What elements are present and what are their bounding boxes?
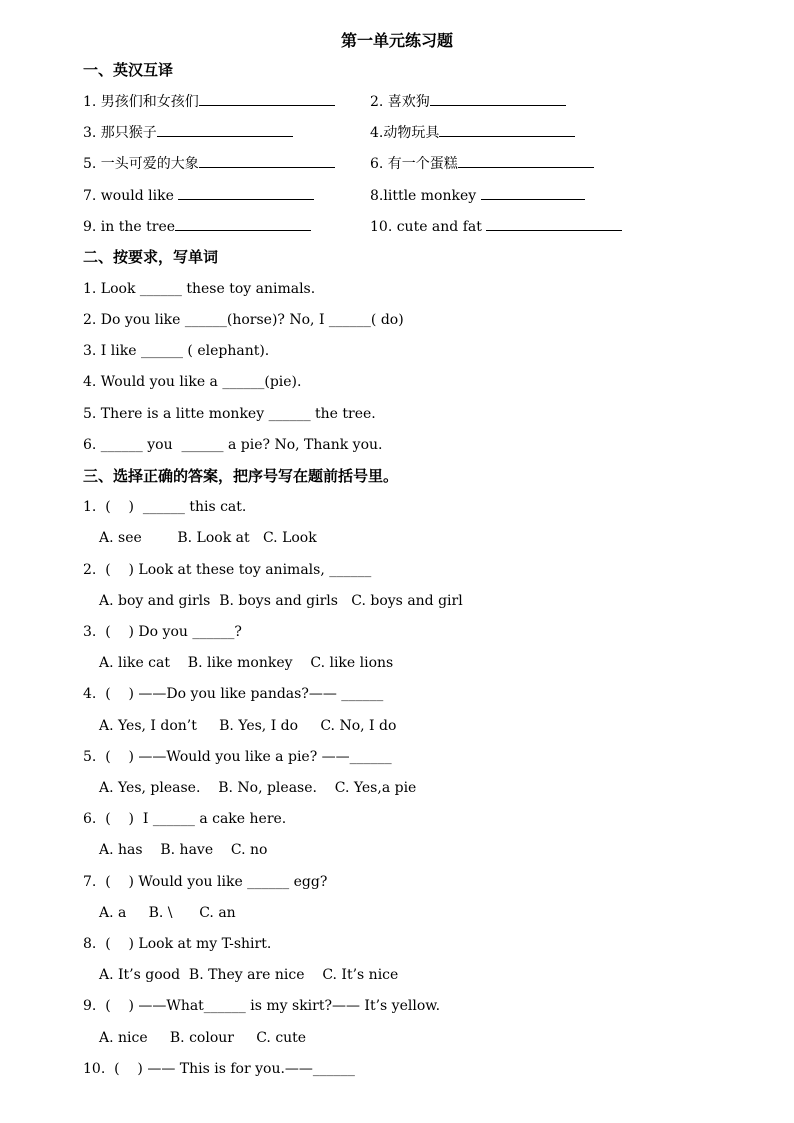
choice-options-7: A. a B. \ C. an xyxy=(99,905,236,921)
choice-question-9: 9. ( ) ——What______ is my skirt?—— It’s yellow. xyxy=(83,998,441,1014)
fill-item-3: 3. I like ______ ( elephant). xyxy=(83,343,270,359)
section1-heading: 一、英汉互译 xyxy=(83,61,174,79)
answer-blank[interactable] xyxy=(157,121,293,137)
translate-item-5: 5. 一头可爱的大象 xyxy=(83,152,335,174)
choice-question-8: 8. ( ) Look at my T-shirt. xyxy=(83,936,272,952)
choice-options-4: A. Yes, I don’t B. Yes, I do C. No, I do xyxy=(99,718,397,734)
answer-blank[interactable] xyxy=(178,184,314,200)
translate-item-7: 7. would like xyxy=(83,184,314,206)
translate-item-4: 4.动物玩具 xyxy=(370,121,575,143)
translate-item-10: 10. cute and fat xyxy=(370,215,622,237)
translate-item-2: 2. 喜欢狗 xyxy=(370,90,566,112)
translate-item-3: 3. 那只猴子 xyxy=(83,121,293,143)
choice-options-5: A. Yes, please. B. No, please. C. Yes,a pie xyxy=(99,780,417,796)
choice-question-1: 1. ( ) ______ this cat. xyxy=(83,499,247,515)
choice-options-6: A. has B. have C. no xyxy=(99,842,268,858)
answer-blank[interactable] xyxy=(199,90,335,106)
choice-question-3: 3. ( ) Do you ______? xyxy=(83,624,242,640)
section2-heading: 二、按要求，写单词 xyxy=(83,248,219,266)
page-title: 第一单元练习题 xyxy=(340,31,453,50)
choice-options-8: A. It’s good B. They are nice C. It’s nice xyxy=(99,967,399,983)
answer-blank[interactable] xyxy=(481,184,585,200)
fill-item-2: 2. Do you like ______(horse)? No, I ______( do) xyxy=(83,312,404,328)
choice-question-5: 5. ( ) ——Would you like a pie? ——______ xyxy=(83,749,392,765)
fill-item-1: 1. Look ______ these toy animals. xyxy=(83,281,316,297)
section3-heading: 三、选择正确的答案，把序号写在题前括号里。 xyxy=(83,467,399,485)
choice-options-9: A. nice B. colour C. cute xyxy=(99,1030,307,1046)
choice-options-1: A. see B. Look at C. Look xyxy=(99,530,317,546)
answer-blank[interactable] xyxy=(486,215,622,231)
choice-options-3: A. like cat B. like monkey C. like lions xyxy=(99,655,394,671)
choice-options-2: A. boy and girls B. boys and girls C. boys and girl xyxy=(99,593,463,609)
answer-blank[interactable] xyxy=(430,90,566,106)
choice-question-4: 4. ( ) ——Do you like pandas?—— ______ xyxy=(83,686,384,702)
fill-item-5: 5. There is a litte monkey ______ the tree. xyxy=(83,406,376,422)
answer-blank[interactable] xyxy=(458,152,594,168)
answer-blank[interactable] xyxy=(199,152,335,168)
translate-item-9: 9. in the tree xyxy=(83,215,311,237)
translate-item-1: 1. 男孩们和女孩们 xyxy=(83,90,335,112)
choice-question-10: 10. ( ) —— This is for you.——______ xyxy=(83,1061,355,1077)
answer-blank[interactable] xyxy=(175,215,311,231)
choice-question-7: 7. ( ) Would you like ______ egg? xyxy=(83,874,328,890)
choice-question-6: 6. ( ) I ______ a cake here. xyxy=(83,811,287,827)
fill-item-4: 4. Would you like a ______(pie). xyxy=(83,374,302,390)
fill-item-6: 6. ______ you ______ a pie? No, Thank you. xyxy=(83,437,383,453)
answer-blank[interactable] xyxy=(439,121,575,137)
choice-question-2: 2. ( ) Look at these toy animals, ______ xyxy=(83,562,372,578)
translate-item-8: 8.little monkey xyxy=(370,184,585,206)
translate-item-6: 6. 有一个蛋糕 xyxy=(370,152,594,174)
